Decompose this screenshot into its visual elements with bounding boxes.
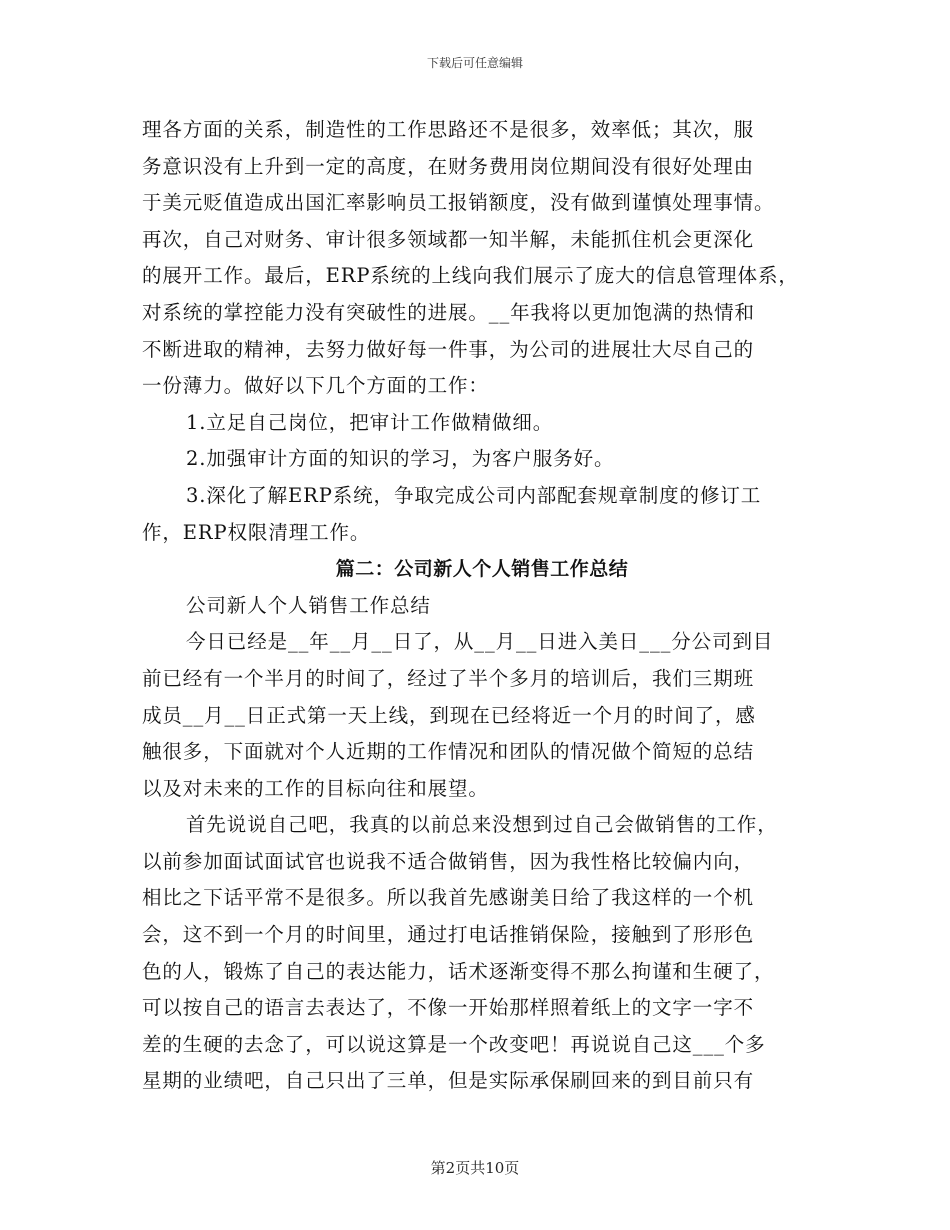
body-line: 理各方面的关系，制造性的工作思路还不是很多，效率低；其次，服 — [142, 118, 755, 141]
body-line: 差的生硬的去念了，可以说这算是一个改变吧！再说说自己这___个多 — [142, 1032, 766, 1056]
list-item: 2.加强审计方面的知识的学习，为客户服务好。 — [186, 447, 615, 471]
body-line: 对系统的掌控能力没有突破性的进展。__年我将以更加饱满的热情和 — [142, 300, 755, 324]
body-line: 作，ERP权限清理工作。 — [142, 520, 371, 544]
body-line: 会，这不到一个月的时间里，通过打电话推销保险，接触到了形形色 — [142, 923, 755, 947]
list-item: 3.深化了解ERP系统，争取完成公司内部配套规章制度的修订工 — [186, 483, 762, 507]
body-line: 今日已经是__年__月__日了，从__月__日进入美日___分公司到目 — [186, 630, 774, 654]
section-heading: 篇二：公司新人个人销售工作总结 — [335, 558, 629, 581]
body-line: 首先说说自己吧，我真的以前总来没想到过自己会做销售的工作， — [186, 813, 778, 837]
body-line: 成员__月__日正式第一天上线，到现在已经将近一个月的时间了，感 — [142, 703, 756, 727]
body-line: 的展开工作。最后，ERP系统的上线向我们展示了庞大的信息管理体系， — [142, 264, 799, 288]
body-line: 星期的业绩吧，自己只出了三单，但是实际承保刷回来的到目前只有 — [142, 1069, 755, 1093]
list-item: 1.立足自己岗位，把审计工作做精做细。 — [186, 410, 554, 434]
document-body — [142, 112, 822, 1100]
page-footer: 第2页共10页 — [430, 1159, 520, 1177]
body-line: 再次，自己对财务、审计很多领域都一知半解，未能抓住机会更深化 — [142, 227, 755, 251]
body-line: 务意识没有上升到一定的高度，在财务费用岗位期间没有很好处理由 — [142, 154, 755, 178]
body-line: 色的人，锻炼了自己的表达能力，话术逐渐变得不那么拘谨和生硬了， — [142, 959, 775, 983]
body-line: 可以按自己的语言去表达了，不像一开始那样照着纸上的文字一字不 — [142, 996, 755, 1020]
body-line: 一份薄力。做好以下几个方面的工作： — [142, 374, 489, 398]
body-line: 相比之下话平常不是很多。所以我首先感谢美日给了我这样的一个机 — [142, 886, 755, 910]
body-line: 以及对未来的工作的目标向往和展望。 — [142, 776, 489, 800]
body-line: 不断进取的精神，去努力做好每一件事，为公司的进展壮大尽自己的 — [142, 337, 755, 361]
page-header: 下载后可任意编辑 — [426, 56, 523, 70]
body-line: 于美元贬值造成出国汇率影响员工报销额度，没有做到谨慎处理事情。 — [142, 191, 775, 215]
body-line: 触很多，下面就对个人近期的工作情况和团队的情况做个简短的总结 — [142, 740, 755, 764]
body-line: 前已经有一个半月的时间了，经过了半个多月的培训后，我们三期班 — [142, 666, 755, 690]
section-subtitle: 公司新人个人销售工作总结 — [186, 593, 431, 617]
body-line: 以前参加面试面试官也说我不适合做销售，因为我性格比较偏内向， — [142, 849, 755, 873]
